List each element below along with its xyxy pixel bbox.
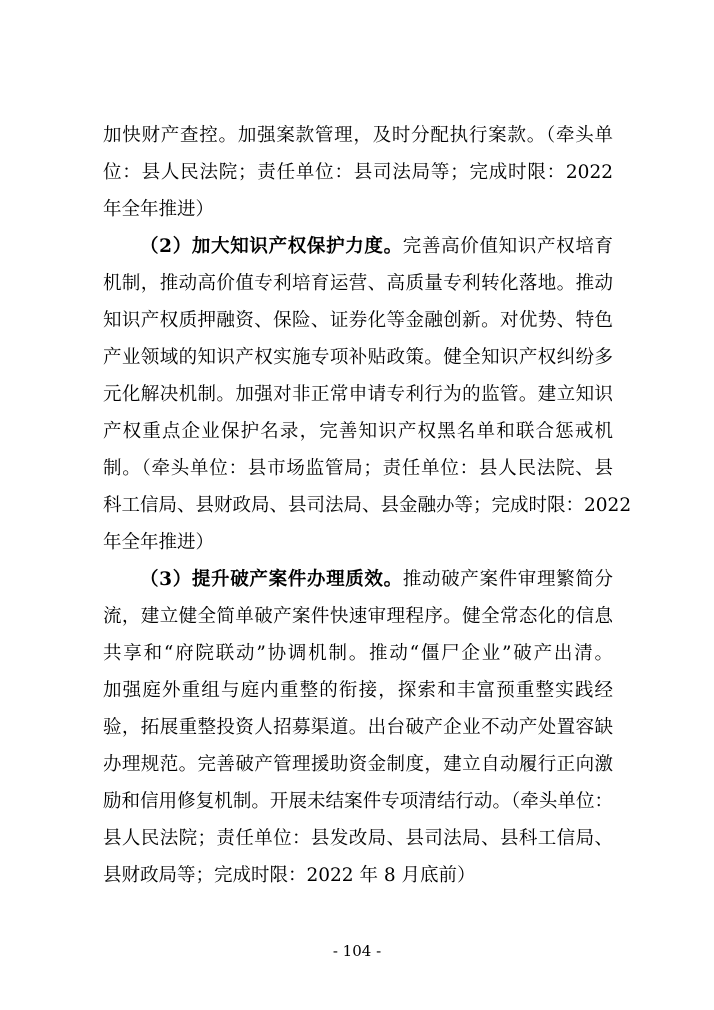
text-line: 科工信局、县财政局、县司法局、县金融办等；完成时限：2022 <box>103 495 632 516</box>
text-line: 产业领域的知识产权实施专项补贴政策。健全知识产权纠纷多 <box>103 347 613 368</box>
text-run: 推动破产案件审理繁简分 <box>402 569 613 590</box>
text-line: 机制，推动高价值专利培育运营、高质量专利转化落地。推动 <box>103 273 613 294</box>
text-line: 县人民法院；责任单位：县发改局、县司法局、县科工信局、 <box>103 828 613 849</box>
paragraph-first-line <box>140 568 613 592</box>
paragraph-first-line <box>140 235 613 259</box>
text-line: 知识产权质押融资、保险、证券化等金融创新。对优势、特色 <box>103 310 613 331</box>
text-line: 流，建立健全简单破产案件快速审理程序。健全常态化的信息 <box>103 606 613 627</box>
text-line: 年全年推进） <box>103 199 215 220</box>
text-line: 位：县人民法院；责任单位：县司法局等；完成时限：2022 <box>103 162 613 183</box>
text-line: 元化解决机制。加强对非正常申请专利行为的监管。建立知识 <box>103 384 613 405</box>
text-line: 年全年推进） <box>103 532 215 553</box>
text-line: 加快财产查控。加强案款管理，及时分配执行案款。（牵头单 <box>103 125 613 146</box>
page-number: - 104 - <box>332 942 382 960</box>
text-line: 共享和“府院联动”协调机制。推动“僵尸企业”破产出清。 <box>103 643 613 664</box>
text-line: 产权重点企业保护名录，完善知识产权黑名单和联合惩戒机 <box>103 421 613 442</box>
text-line: 县财政局等；完成时限：2022 年 8 月底前） <box>103 865 476 886</box>
text-line: 加强庭外重组与庭内重整的衔接，探索和丰富预重整实践经 <box>103 680 613 701</box>
text-line: 制。（牵头单位：县市场监管局；责任单位：县人民法院、县 <box>103 458 613 479</box>
section-heading: （2）加大知识产权保护力度。 <box>140 236 403 257</box>
text-line: 办理规范。完善破产管理援助资金制度，建立自动履行正向激 <box>103 754 613 775</box>
text-line: 励和信用修复机制。开展未结案件专项清结行动。（牵头单位： <box>103 791 613 812</box>
text-line: 验，拓展重整投资人招募渠道。出台破产企业不动产处置容缺 <box>103 717 613 738</box>
section-heading: （3）提升破产案件办理质效。 <box>140 569 403 590</box>
text-run: 完善高价值知识产权培育 <box>402 236 613 257</box>
